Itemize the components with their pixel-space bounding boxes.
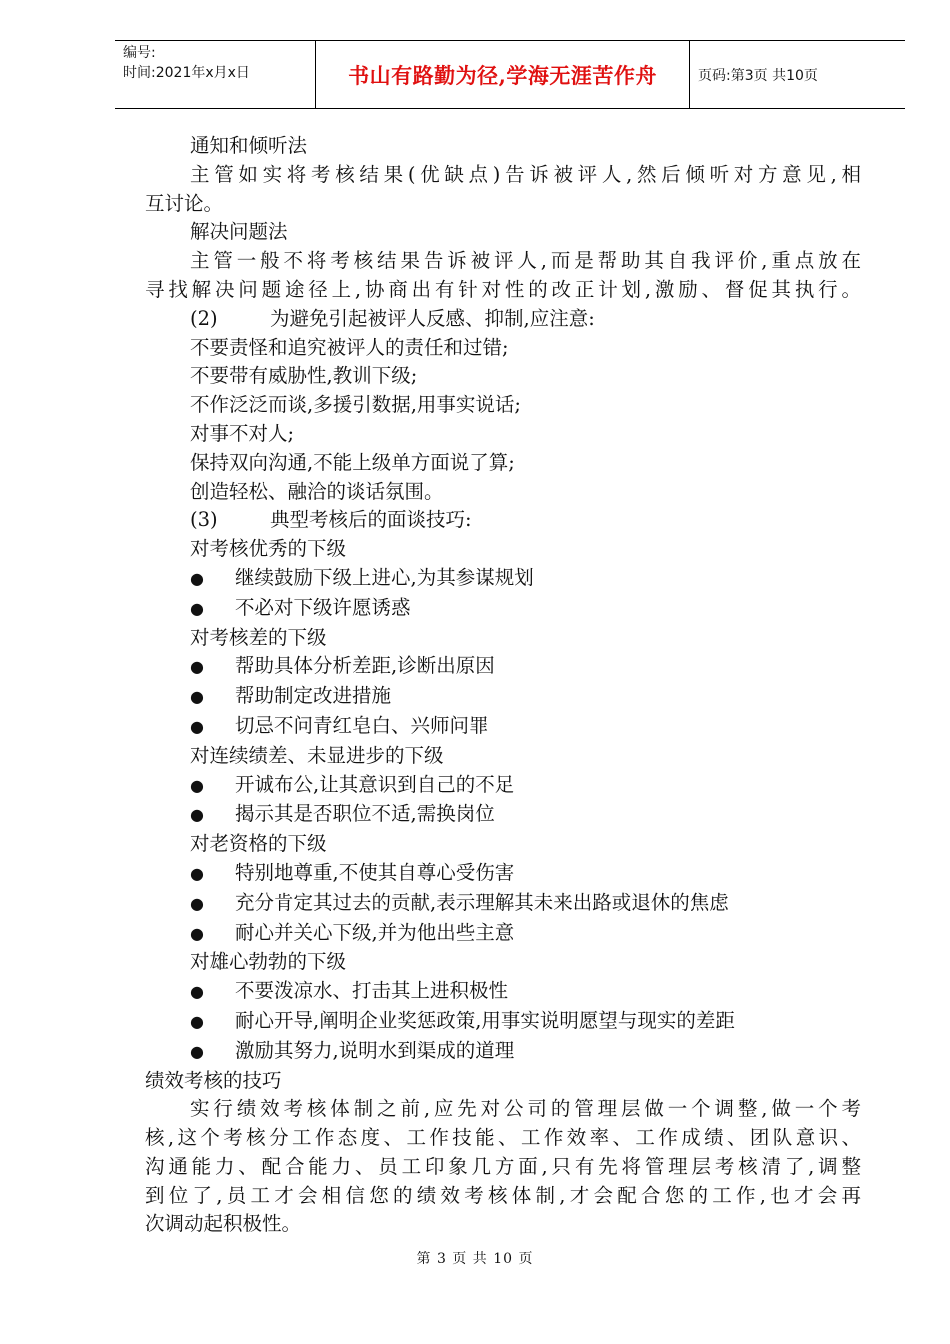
bullet-item [145, 564, 861, 594]
header-page-number: 页码:第3页 共10页 [698, 68, 818, 84]
bullet-item [145, 1007, 861, 1037]
bullet-text: 激励其努力,说明水到渠成的道理 [235, 1038, 515, 1062]
header-motto: 书山有路勤为径,学海无涯苦作舟 [348, 62, 657, 88]
bullet-text: 帮助制定改进措施 [235, 684, 392, 708]
group-heading: 对考核优秀的下级 [190, 537, 347, 561]
bullet-text: 帮助具体分析差距,诊断出原因 [235, 654, 495, 678]
list-item: 不要责怪和追究被评人的责任和过错; [190, 335, 509, 359]
header-divider [689, 41, 690, 108]
page-footer: 第 3 页 共 10 页 [416, 1251, 534, 1267]
bullet-text: 耐心开导,阐明企业奖惩政策,用事实说明愿望与现实的差距 [235, 1008, 735, 1032]
group-heading: 对考核差的下级 [190, 625, 327, 649]
bullet-icon: ● [190, 982, 204, 1002]
method-heading: 通知和倾听法 [190, 134, 308, 157]
paragraph: 寻找解决问题途径上,协商出有针对性的改正计划,激励、督促其执行。 [145, 277, 861, 301]
bullet-item [145, 977, 861, 1007]
bullet-icon: ● [190, 893, 204, 913]
paragraph: 互讨论。 [145, 191, 224, 215]
bullet-icon: ● [190, 863, 204, 883]
page-header [115, 40, 905, 109]
group-heading: 对老资格的下级 [190, 832, 327, 856]
group-heading: 对雄心勃勃的下级 [190, 950, 347, 974]
section-number: (3) [190, 508, 218, 532]
doc-number-label: 编号: [123, 45, 156, 61]
group-heading: 对连续绩差、未显进步的下级 [190, 743, 444, 767]
bullet-icon: ● [190, 1041, 204, 1061]
method-heading: 解决问题法 [190, 220, 288, 244]
bullet-icon: ● [190, 1011, 204, 1031]
paragraph: 核,这个考核分工作态度、工作技能、工作效率、工作成绩、团队意识、 [145, 1126, 861, 1150]
bullet-item [145, 1037, 861, 1067]
bullet-icon: ● [190, 598, 204, 618]
bullet-item [145, 682, 861, 712]
bullet-text: 继续鼓励下级上进心,为其参谋规划 [235, 565, 534, 589]
list-item: 不要带有威胁性,教训下级; [190, 364, 418, 388]
header-meta [123, 43, 313, 83]
document-body [145, 132, 861, 1239]
bullet-item [145, 859, 861, 889]
paragraph: 主管如实将考核结果(优缺点)告诉被评人,然后倾听对方意见,相 [190, 162, 861, 186]
bullet-item [145, 919, 861, 949]
section-number: (2) [190, 306, 218, 330]
section-heading [145, 506, 861, 535]
bullet-item [145, 889, 861, 919]
bullet-text: 开诚布公,让其意识到自己的不足 [235, 772, 515, 796]
bullet-text: 耐心并关心下级,并为他出些主意 [235, 920, 515, 944]
bullet-text: 切忌不问青红皂白、兴师问罪 [235, 713, 489, 737]
bullet-text: 充分肯定其过去的贡献,表示理解其未来出路或退休的焦虑 [235, 890, 729, 914]
bullet-item [145, 800, 861, 830]
bullet-text: 不要泼凉水、打击其上进积极性 [235, 979, 509, 1003]
paragraph: 实行绩效考核体制之前,应先对公司的管理层做一个调整,做一个考 [190, 1097, 861, 1121]
paragraph: 沟通能力、配合能力、员工印象几方面,只有先将管理层考核清了,调整 [145, 1154, 861, 1178]
paragraph: 主管一般不将考核结果告诉被评人,而是帮助其自我评价,重点放在 [190, 249, 861, 273]
time-label: 时间:2021年x月x日 [123, 65, 250, 81]
section-title-skills: 绩效考核的技巧 [145, 1068, 282, 1092]
bullet-icon: ● [190, 687, 204, 707]
bullet-text: 特别地尊重,不使其自尊心受伤害 [235, 860, 515, 884]
paragraph: 到位了,员工才会相信您的绩效考核体制,才会配合您的工作,也才会再 [145, 1183, 861, 1207]
paragraph: 次调动起积极性。 [145, 1212, 302, 1236]
bullet-icon: ● [190, 716, 204, 736]
section-title: 典型考核后的面谈技巧: [270, 508, 472, 532]
bullet-icon: ● [190, 805, 204, 825]
list-item: 对事不对人; [190, 421, 295, 445]
bullet-icon: ● [190, 775, 204, 795]
section-heading [145, 305, 861, 334]
bullet-item [145, 594, 861, 624]
bullet-text: 不必对下级许愿诱惑 [235, 595, 411, 619]
list-item: 创造轻松、融洽的谈话氛围。 [190, 479, 444, 503]
bullet-icon: ● [190, 657, 204, 677]
bullet-icon: ● [190, 923, 204, 943]
bullet-item [145, 652, 861, 682]
bullet-item [145, 771, 861, 801]
bullet-text: 揭示其是否职位不适,需换岗位 [235, 802, 495, 826]
bullet-icon: ● [190, 568, 204, 588]
list-item: 不作泛泛而谈,多援引数据,用事实说话; [190, 393, 521, 417]
section-title: 为避免引起被评人反感、抑制,应注意: [270, 306, 595, 330]
list-item: 保持双向沟通,不能上级单方面说了算; [190, 450, 515, 474]
bullet-item [145, 712, 861, 742]
